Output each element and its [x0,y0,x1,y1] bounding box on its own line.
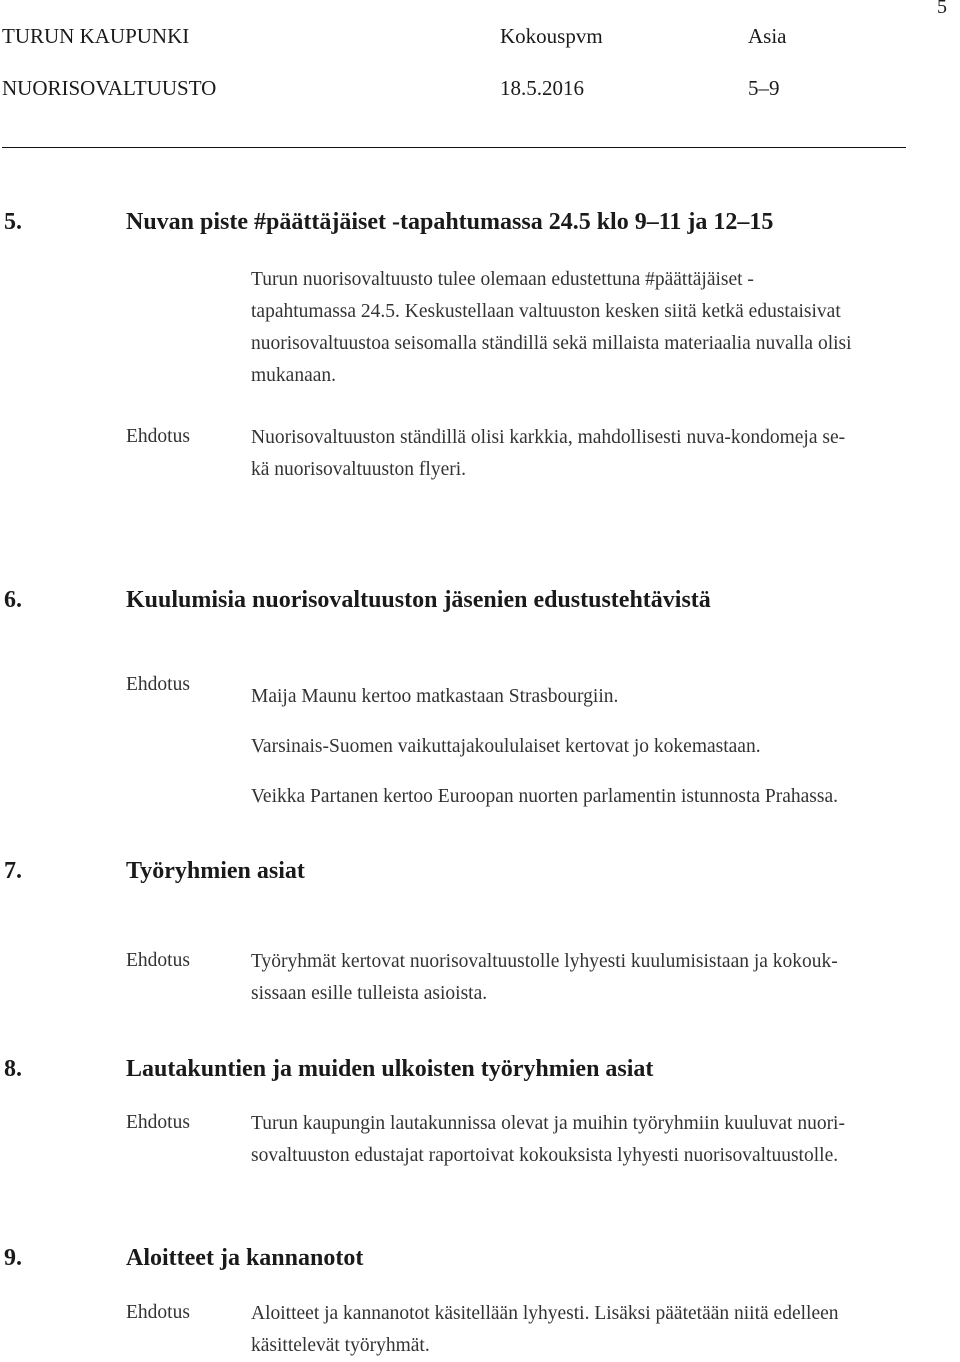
section-title: Kuulumisia nuorisovaltuuston jäsenien edustustehtävistä [126,587,711,613]
section-8-proposal [251,1108,845,1172]
page-number: 5 [937,0,947,18]
header-item-value: 5–9 [748,76,780,100]
proposal-label: Ehdotus [126,1302,190,1323]
section-number: 7. [4,858,22,884]
section-number: 6. [4,587,22,613]
section-5-body [251,264,852,392]
section-5-heading [4,208,773,236]
section-number: 9. [4,1245,22,1271]
body-line: Turun nuorisovaltuusto tulee olemaan edustettuna #päättäjäiset - [251,269,754,290]
proposal-line: Työryhmät kertovat nuorisovaltuustolle lyhyesti kuulumisistaan ja kokouk- [251,951,838,972]
section-number: 8. [4,1056,22,1082]
proposal-line: sovaltuuston edustajat raportoivat kokouksista lyhyesti nuorisovaltuustolle. [251,1145,839,1166]
proposal-line: Maija Maunu kertoo matkastaan Strasbourgiin. [251,686,619,707]
proposal-line: Varsinais-Suomen vaikuttajakoululaiset kertovat jo kokemastaan. [251,736,761,757]
proposal-label: Ehdotus [126,674,190,695]
section-title: Nuvan piste #päättäjäiset -tapahtumassa 24.5 klo 9–11 ja 12–15 [126,209,774,235]
section-9-proposal [251,1298,839,1362]
proposal-label: Ehdotus [126,426,190,447]
body-line: nuorisovaltuustoa seisomalla ständillä sekä millaista materiaalia nuvalla olisi [251,333,852,354]
body-line: tapahtumassa 24.5. Keskustellaan valtuuston kesken siitä ketkä edustaisivat [251,301,841,322]
section-title: Aloitteet ja kannanotot [126,1245,364,1271]
section-7-proposal [251,946,838,1010]
header-org: TURUN KAUPUNKI [2,24,190,48]
header-body: NUORISOVALTUUSTO [2,76,217,100]
section-5-proposal [251,422,845,486]
header-item-label: Asia [748,24,787,48]
body-line: mukanaan. [251,365,337,386]
proposal-line: käsittelevät työryhmät. [251,1335,430,1356]
header-date-label: Kokouspvm [500,24,603,48]
section-title: Lautakuntien ja muiden ulkoisten työryhmien asiat [126,1056,654,1082]
section-6-heading [4,586,711,614]
section-number: 5. [4,209,22,235]
section-7-heading [4,857,305,885]
section-9-heading [4,1244,363,1272]
section-8-heading [4,1055,653,1083]
proposal-line: Turun kaupungin lautakunnissa olevat ja muihin työryhmiin kuuluvat nuori- [251,1113,845,1134]
proposal-label: Ehdotus [126,1112,190,1133]
header-date-value: 18.5.2016 [500,76,584,100]
proposal-line: Nuorisovaltuuston ständillä olisi karkkia, mahdollisesti nuva-kondomeja se- [251,427,846,448]
proposal-line: kä nuorisovaltuuston flyeri. [251,459,467,480]
proposal-line: sissaan esille tulleista asioista. [251,983,488,1004]
header-divider [2,147,906,148]
section-title: Työryhmien asiat [126,858,305,884]
proposal-line: Aloitteet ja kannanotot käsitellään lyhyesti. Lisäksi päätetään niitä edelleen [251,1303,839,1324]
proposal-label: Ehdotus [126,950,190,971]
section-6-proposal [251,670,838,823]
proposal-line: Veikka Partanen kertoo Euroopan nuorten parlamentin istunnosta Prahassa. [251,786,839,807]
